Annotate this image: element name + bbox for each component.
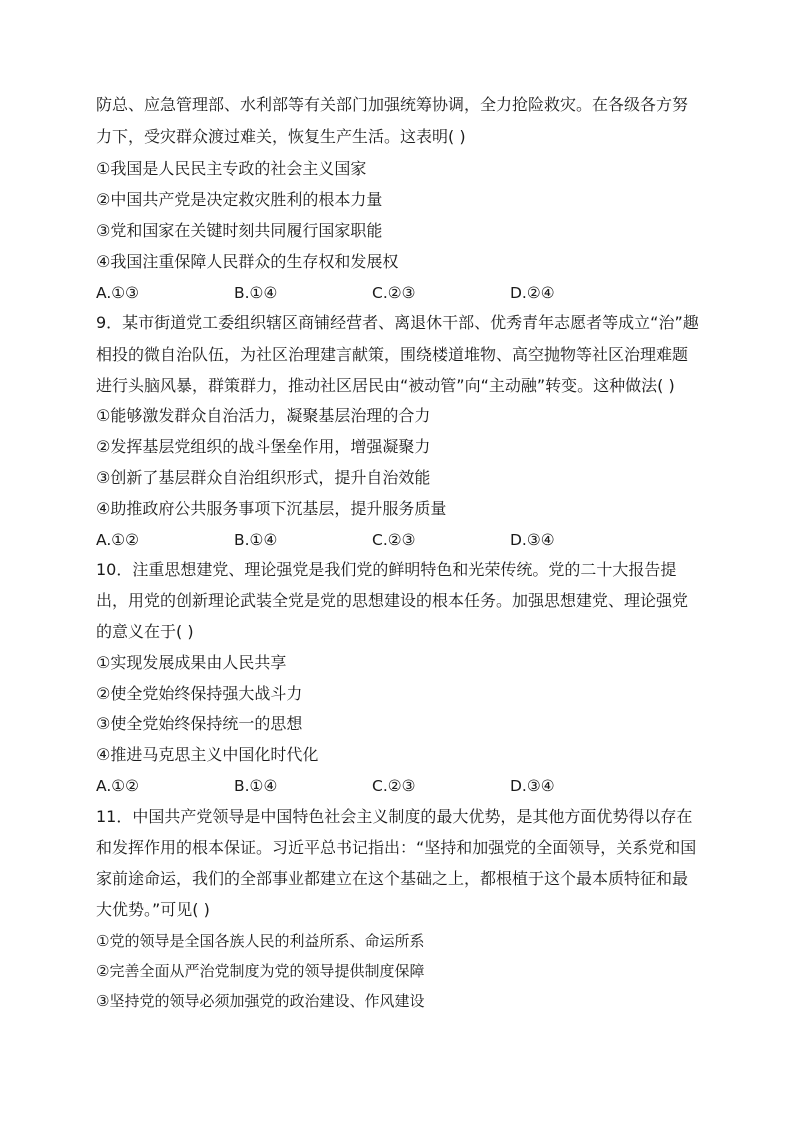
q10-option-a: A.①② [96, 777, 140, 795]
q8-item-1: ①我国是人民民主专政的社会主义国家 [96, 159, 367, 178]
q8-option-b: B.①④ [234, 284, 278, 302]
q10-item-4: ④推进马克思主义中国化时代化 [96, 745, 319, 764]
q10-item-2: ②使全党始终保持强大战斗力 [96, 684, 303, 703]
q11-stem-line-2: 和发挥作用的根本保证。习近平总书记指出：“坚持和加强党的全面领导，关系党和国 [96, 838, 697, 857]
q9-item-1: ①能够激发群众自治活力，凝聚基层治理的合力 [96, 406, 431, 425]
q8-item-3: ③党和国家在关键时刻共同履行国家职能 [96, 221, 383, 240]
q10-stem-line-1: 10．注重思想建党、理论强党是我们党的鲜明特色和光荣传统。党的二十大报告提 [96, 560, 677, 579]
q10-item-1: ①实现发展成果由人民共享 [96, 653, 287, 672]
q11-stem-line-1: 11．中国共产党领导是中国特色社会主义制度的最大优势，是其他方面优势得以存在 [96, 807, 693, 826]
q8-option-d: D.②④ [510, 284, 555, 302]
q9-item-3: ③创新了基层群众自治组织形式，提升自治效能 [96, 468, 431, 487]
q10-stem-line-2: 出，用党的创新理论武装全党是党的思想建设的根本任务。加强思想建党、理论强党 [96, 591, 689, 610]
q10-option-d: D.③④ [510, 777, 555, 795]
q8-option-a: A.①③ [96, 284, 140, 302]
q9-item-4: ④助推政府公共服务事项下沉基层，提升服务质量 [96, 499, 447, 518]
q11-item-1: ①党的领导是全国各族人民的利益所系、命运所系 [96, 932, 425, 950]
q9-option-a: A.①② [96, 531, 140, 549]
q10-option-c: C.②③ [372, 777, 416, 795]
q11-item-2: ②完善全面从严治党制度为党的领导提供制度保障 [96, 962, 425, 980]
q11-stem-line-4: 大优势。”可见( ) [96, 900, 210, 919]
q8-item-2: ②中国共产党是决定救灾胜利的根本力量 [96, 190, 383, 209]
q8-stem-line-1: 防总、应急管理部、水利部等有关部门加强统筹协调，全力抢险救灾。在各级各方努 [96, 95, 689, 114]
q8-item-4: ④我国注重保障人民群众的生存权和发展权 [96, 252, 399, 271]
q11-item-3: ③坚持党的领导必须加强党的政治建设、作风建设 [96, 992, 425, 1010]
q9-stem-line-1: 9．某市街道党工委组织辖区商铺经营者、离退休干部、优秀青年志愿者等成立“治”趣 [96, 313, 699, 332]
q8-option-c: C.②③ [372, 284, 416, 302]
q9-option-b: B.①④ [234, 531, 278, 549]
q11-stem-line-3: 家前途命运，我们的全部事业都建立在这个基础之上，都根植于这个最本质特征和最 [96, 869, 689, 888]
q10-item-3: ③使全党始终保持统一的思想 [96, 714, 303, 733]
q10-stem-line-3: 的意义在于( ) [96, 622, 194, 641]
q9-option-d: D.③④ [510, 531, 555, 549]
q8-stem-line-2: 力下，受灾群众渡过难关，恢复生产生活。这表明( ) [96, 127, 466, 146]
q9-option-c: C.②③ [372, 531, 416, 549]
q9-stem-line-2: 相投的微自治队伍，为社区治理建言献策，围绕楼道堆物、高空抛物等社区治理难题 [96, 345, 689, 364]
q9-stem-line-3: 进行头脑风暴，群策群力，推动社区居民由“被动管”向“主动融”转变。这种做法( ) [96, 376, 675, 395]
q10-option-b: B.①④ [234, 777, 278, 795]
q9-item-2: ②发挥基层党组织的战斗堡垒作用，增强凝聚力 [96, 437, 431, 456]
